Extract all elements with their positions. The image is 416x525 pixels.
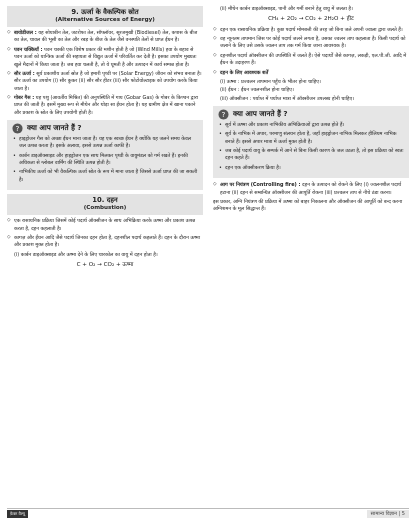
list-item: • हाइड्रोजन गैस को अच्छा ईंधन माना जाता है। यह एक स्वच्छ ईंधन है क्योंकि यह जलने समय केवल जल उत्पन्न करता है। इसके अलावा, इससे उत्पन्न ऊर्जा काफी है। <box>12 136 198 151</box>
list-item: • सूर्य में ऊष्मा और प्रकाश नाभिकीय अभिक्रियाओं द्वारा उत्पन्न होते हैं। <box>218 122 404 129</box>
section-10-title-en: (Combustion) <box>83 205 127 212</box>
text-solar: सूर्य प्रकाशीय ऊर्जा स्रोत है जो हमारी पृथ्वी पर (Solar Energy) जीवन को संभव बनाता है। सौर ऊर्जा का उपयोग (i) सौर कुकर (ii) सौर सौर हीटर (iii) सौर फोटोवोल्टाइक को उपयोग करके किया जाता है। <box>14 70 202 92</box>
reaction-methane: (ii) मीथेन कार्बन डाइऑक्साइड, पानी और गर्मी बनाने हेतु वायु में जलता है। <box>220 6 353 12</box>
svg-text:?: ? <box>221 109 226 119</box>
section-10-title-hi: 10. दहन <box>92 196 118 205</box>
requirement-item: (i) ऊष्मा : प्रज्वलन तापमान पहुँच के भीतर होना चाहिए। <box>220 78 321 85</box>
reaction-intro: (i) कार्बन डाइऑक्साइड और ऊष्मा देने के लिए चारकोल का वायु में दहन होता है। <box>14 251 158 258</box>
energy-item-wind <box>7 47 203 69</box>
section-10-heading <box>7 194 203 215</box>
fire-control-title: आग पर नियंत्रण (Controlling fire) : <box>220 182 301 189</box>
list-item: • नाभिकीय ऊर्जा को भी वैकल्पिक ऊर्जा स्रोत के रूप में माना जाता है जिससे ऊर्जा प्राप्त की जा सकती है। <box>12 169 198 184</box>
right-column <box>213 6 409 272</box>
page-footer <box>7 508 409 519</box>
did-you-know-title: क्या आप जानते हैं ? <box>27 123 82 133</box>
combustion-note: ◇ वह न्यूनतम तापमान जिस पर कोई पदार्थ जलने लगता है, उसका ज्वलन ताप कहलाता है। किसी पदार्थ को जलाने के लिए उसे उसके ज्वलन ताप तक गर्म किया जाना आवश्यक है। <box>213 36 409 51</box>
list-item: • सूर्य के नाभिक में अपार, परमाणु संलयन होता है, जहाँ हाइड्रोजन नाभिक मिलकर हीलियम नाभिक बनाते हैं। इससे अपार मात्रा में ऊर्जा मुक्त होती है। <box>218 131 404 146</box>
question-icon <box>12 123 23 134</box>
section-9-heading <box>7 6 203 27</box>
section-9-title-hi: 9. ऊर्जा के वैकल्पिक स्रोत <box>71 8 139 16</box>
fire-control-note: इस प्रकार, अग्नि नियंत्रण की प्रक्रिया में ऊष्मा को बाहर निकालना और ऑक्सीजन की आपूर्ति को बन्द करना अग्निशमन के मूल सिद्धान्त हैं। <box>213 198 403 213</box>
question-icon <box>218 109 229 120</box>
footer-publisher: फ़ेक्ट वैल्यू <box>7 510 28 518</box>
fire-control-text: दहन के उत्पादन को रोकने के लिए (i) ज्वलनशील पदार्थ हटाना (ii) दहन से सम्बन्धित ऑक्सीजन की आपूर्ति रोकना (iii) प्रज्वलन ताप से नीचे ठंडा करना। <box>220 182 402 196</box>
text-biodiesel: यह सोयाबीन तेल, जटरोफा तेल, सॉफ्लॉवर, सूरजमुखी (Biodiesel) तेल, कपास के बीज का तेल, चावल की भूसी का तेल और रबड़ के बीज के तेल जैसे वनस्पति तेलों से प्राप्त ईंधन है। <box>14 30 198 44</box>
term-solar: सौर ऊर्जा : <box>14 70 35 77</box>
energy-item-solar <box>7 71 203 93</box>
term-wind: पवन चक्कियाँ : <box>14 46 43 53</box>
list-item: • जब कोई पदार्थ वायु के सम्पर्क में आने से बिना किसी कारण के जल उठता है, तो इस प्रक्रिया को स्वतः दहन कहते हैं। <box>218 148 404 163</box>
formula-methane: CH₄ + 2O₂ → CO₂ + 2H₂O + हीट <box>268 16 354 23</box>
list-item: • कार्बन डाइऑक्साइड और हाइड्रोजन एक साथ मिलकर पृथ्वी के वायुमंडल को गर्म रखते हैं। इनकी अधिकता से ग्लोबल वार्मिंग की स्थिति उत्पन्न होती है। <box>12 153 198 168</box>
did-you-know-title: क्या आप जानते हैं ? <box>233 109 288 119</box>
text-wind: पवन चक्की एक विशेष प्रकार की मशीन होती है जो (Wind Mills) हवा के बहाव से पवन ऊर्जा को यान्त्रिक ऊर्जा की सहायता से विद्युत ऊर्जा में परिवर्तित कर देती है। इसका उपयोग मुख्यतः खुले मैदानों में किया जाता है। जब हवा चलती है, तो ये घूमती है और उत्पादन में कार्य सम्पन्न होता है। <box>14 46 197 68</box>
footer-page-label: सामान्य विज्ञान | 5 <box>367 510 409 518</box>
energy-item-gobar <box>7 95 203 117</box>
combustion-item: ◇ एक रासायनिक प्रक्रिया जिसमें कोई पदार्थ ऑक्सीजन के साथ अभिक्रिया करके ऊष्मा और प्रकाश उत्पन्न करता है, दहन कहलाती है। <box>7 218 203 233</box>
left-column <box>7 6 203 272</box>
requirements-heading: ◇ दहन के लिए आवश्यक शर्तें <box>213 70 409 77</box>
energy-item-biodiesel <box>7 30 203 45</box>
did-you-know-box-left <box>7 120 203 190</box>
section-9-title-en: (Alternative Sources of Energy) <box>55 16 155 23</box>
did-you-know-box-right <box>213 106 409 178</box>
combustion-note: ◇ दहन एक रासायनिक प्रक्रिया है। कुछ पदार्थ मोमबत्ती की तरह जो बिना जले अपनी ज्वाला द्वारा जलते हैं। <box>213 27 409 34</box>
requirement-item: (ii) ईंधन : ईंधन ज्वलनशील होना चाहिए। <box>220 87 294 94</box>
text-gobar: यह पशु (आवर्तीय मिश्रित) की अनुपस्थिति में गाय (Gobar Gas) के गोबर के किण्वन द्वारा प्राप्त की जाती है। इसमें मुख्य रूप से मीथेन और थोड़ा सा ईंधन होता है। यह ग्रामीण क्षेत्र में खाना पकाने और प्रकाश के स्रोत के लिए उपयोगी होती है। <box>14 94 199 116</box>
svg-text:?: ? <box>15 123 20 133</box>
fire-control-item <box>213 182 409 197</box>
combustion-note: ◇ दहनशील पदार्थ ऑक्सीजन की उपस्थिति में जलते हैं। ऐसे पदार्थों जैसे कागज़, लकड़ी, एल.पी.जी. आदि में ईंधन के उदाहरण हैं। <box>213 53 409 68</box>
did-you-know-list <box>12 136 198 184</box>
did-you-know-list <box>218 122 404 172</box>
requirement-item: (iii) ऑक्सीजन : पर्याप्त में पर्याप्त मात्रा में ऑक्सीजन उपलब्ध होनी चाहिए। <box>220 95 355 102</box>
list-item: • दहन एक ऑक्सीकरण क्रिया है। <box>218 165 404 172</box>
combustion-item: ◇ कागज़ और ईंधन आदि जैसे पदार्थ जिनका दहन होता है, दहनशील पदार्थ कहलाते हैं। दहन के दौरान ऊष्मा और प्रकाश मुक्त होता है। <box>7 235 203 250</box>
formula-carbon: C + O₂ → CO₂ + ऊष्मा <box>76 262 134 269</box>
term-biodiesel: बायोडीजल : <box>14 30 37 37</box>
term-gobar: गोबर गैस : <box>14 94 35 101</box>
